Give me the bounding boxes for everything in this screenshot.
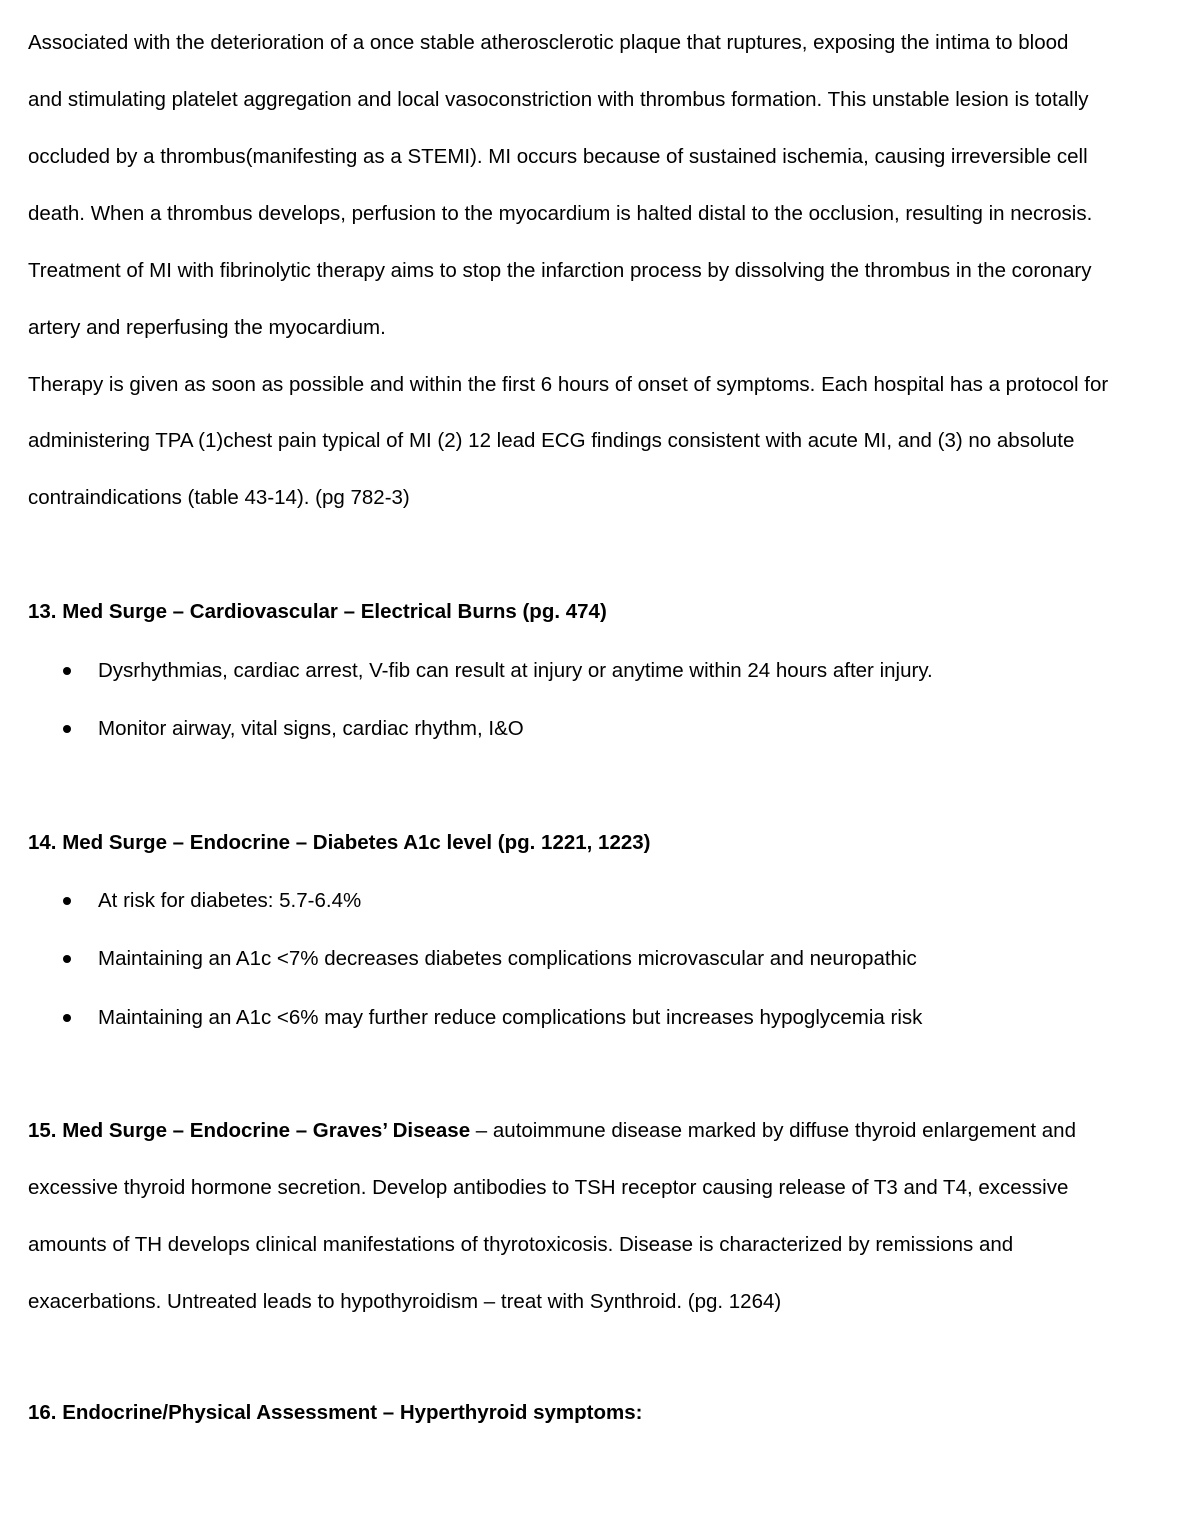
list-item-text: Maintaining an A1c <7% decreases diabetes complications microvascular and neuropathic [98, 947, 917, 970]
list-item-text: Maintaining an A1c <6% may further reduce complications but increases hypoglycemia risk [98, 1006, 923, 1029]
section-15-heading: 15. Med Surge – Endocrine – Graves’ Disease [28, 1119, 471, 1142]
bullet-icon [63, 725, 71, 733]
section-15-line: exacerbations. Untreated leads to hypothyroidism – treat with Synthroid. (pg. 1264) [28, 1290, 782, 1313]
intro-line: Associated with the deterioration of a once stable atherosclerotic plaque that ruptures, exposing the intima to blood [28, 31, 1069, 54]
list-item-text: Monitor airway, vital signs, cardiac rhythm, I&O [98, 717, 524, 740]
intro-line: artery and reperfusing the myocardium. [28, 316, 386, 339]
list-item-text: Dysrhythmias, cardiac arrest, V-fib can result at injury or anytime within 24 hours after injury. [98, 659, 933, 682]
section-15-text: – autoimmune disease marked by diffuse thyroid enlargement and [470, 1119, 1076, 1142]
bullet-icon [63, 955, 71, 963]
section-15-first-line [28, 1117, 1076, 1145]
list-item [28, 945, 1148, 973]
bullet-icon [63, 897, 71, 905]
bullet-icon [63, 1014, 71, 1022]
section-15-line: amounts of TH develops clinical manifestations of thyrotoxicosis. Disease is characterized by remissions and [28, 1233, 1014, 1256]
bullet-icon [63, 667, 71, 675]
section-16-heading: 16. Endocrine/Physical Assessment – Hyperthyroid symptoms: [28, 1401, 643, 1424]
intro-line: Therapy is given as soon as possible and within the first 6 hours of onset of symptoms. Each hospital has a protocol for [28, 373, 1109, 396]
list-item [28, 887, 1148, 915]
intro-line: administering TPA (1)chest pain typical of MI (2) 12 lead ECG findings consistent with acute MI, and (3) no absolute [28, 429, 1075, 452]
section-13-heading: 13. Med Surge – Cardiovascular – Electrical Burns (pg. 474) [28, 600, 607, 623]
section-15-line: excessive thyroid hormone secretion. Develop antibodies to TSH receptor causing release of T3 and T4, excessive [28, 1176, 1069, 1199]
intro-line: death. When a thrombus develops, perfusion to the myocardium is halted distal to the occlusion, resulting in necrosis. [28, 202, 1093, 225]
section-14-heading: 14. Med Surge – Endocrine – Diabetes A1c level (pg. 1221, 1223) [28, 831, 651, 854]
intro-line: occluded by a thrombus(manifesting as a STEMI). MI occurs because of sustained ischemia, causing irreversible cell [28, 145, 1088, 168]
intro-line: Treatment of MI with fibrinolytic therapy aims to stop the infarction process by dissolving the thrombus in the coronary [28, 259, 1092, 282]
intro-line: and stimulating platelet aggregation and local vasoconstriction with thrombus formation. This unstable lesion is totally [28, 88, 1089, 111]
list-item [28, 1004, 1148, 1032]
intro-line: contraindications (table 43-14). (pg 782-3) [28, 486, 410, 509]
list-item [28, 657, 1148, 685]
list-item [28, 715, 1148, 743]
list-item-text: At risk for diabetes: 5.7-6.4% [98, 889, 362, 912]
